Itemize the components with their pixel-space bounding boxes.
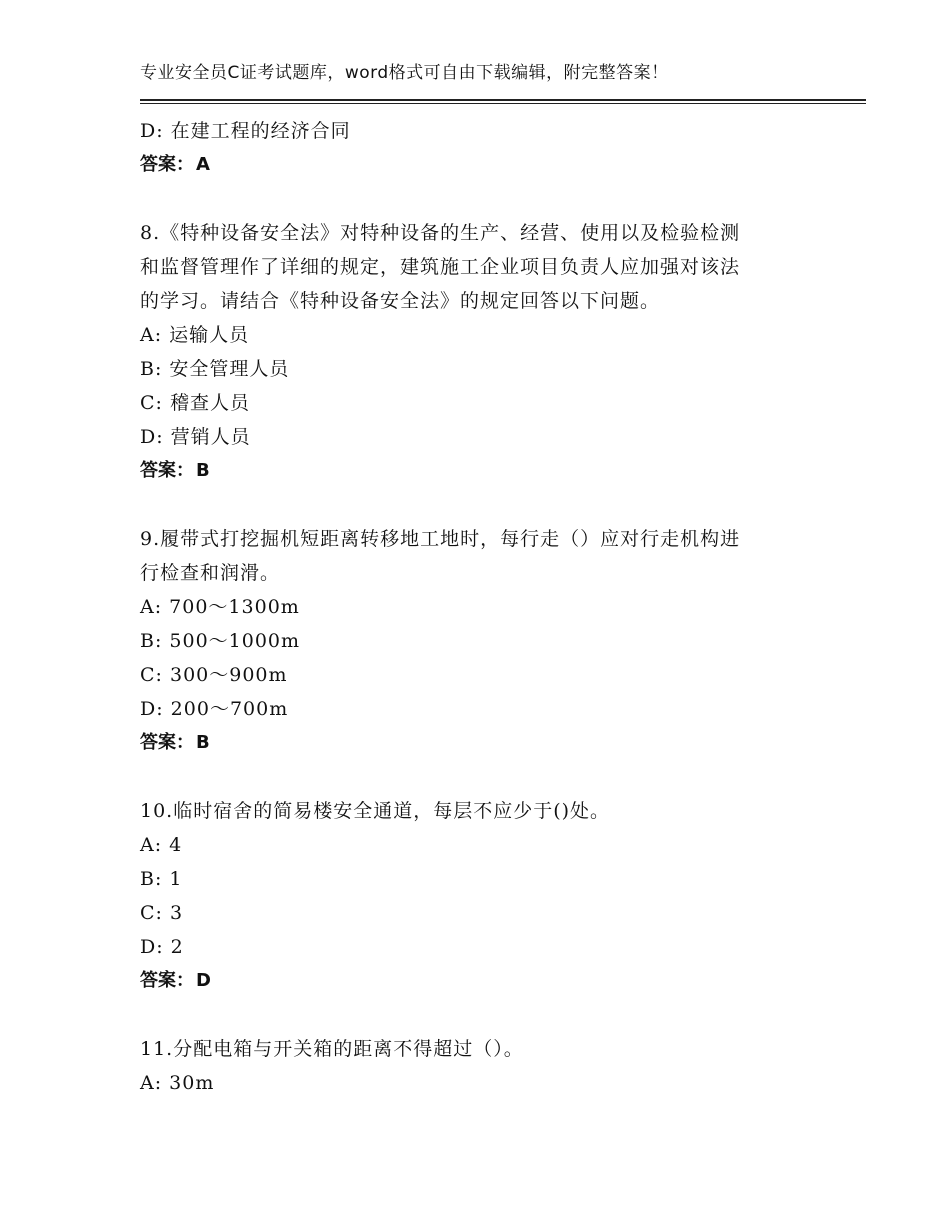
option-b: B: 安全管理人员 xyxy=(140,358,290,380)
answer-value: B xyxy=(196,460,210,481)
answer-label: 答案： xyxy=(140,732,194,753)
question-stem: 9.履带式打挖掘机短距离转移地工地时，每行走（）应对行走机构进 行检查和润滑。 xyxy=(140,528,741,584)
option-a: A: 700～1300m xyxy=(140,596,300,618)
option-c: C: 稽查人员 xyxy=(140,392,250,414)
spacer xyxy=(140,760,820,794)
option-d: D: 200～700m xyxy=(140,698,289,720)
answer-line xyxy=(140,148,820,182)
question-stem: 11.分配电箱与开关箱的距离不得超过（）。 xyxy=(140,1038,524,1060)
option-d: D: 2 xyxy=(140,936,184,958)
page-header: 专业安全员C证考试题库，word格式可自由下载编辑，附完整答案！ xyxy=(140,63,669,83)
question-stem: 8.《特种设备安全法》对特种设备的生产、经营、使用以及检验检测 和监督管理作了详细的规定，建筑施工企业项目负责人应加强对该法 的学习。请结合《特种设备安全法》的规定回答以下问题。 xyxy=(140,222,741,312)
question-content xyxy=(140,114,820,1100)
answer-line xyxy=(140,726,820,760)
spacer xyxy=(140,998,820,1032)
option-a: A: 4 xyxy=(140,834,183,856)
option-a: A: 30m xyxy=(140,1072,215,1094)
option-d: D: 在建工程的经济合同 xyxy=(140,120,351,142)
answer-line xyxy=(140,964,820,998)
option-b: B: 1 xyxy=(140,868,183,890)
option-d: D: 营销人员 xyxy=(140,426,251,448)
answer-label: 答案： xyxy=(140,970,194,991)
option-a: A: 运输人员 xyxy=(140,324,250,346)
spacer xyxy=(140,182,820,216)
header-divider-thick xyxy=(140,99,866,101)
spacer xyxy=(140,488,820,522)
answer-value: B xyxy=(196,732,210,753)
answer-value: A xyxy=(196,154,210,175)
header-divider-thin xyxy=(140,103,866,104)
option-c: C: 300～900m xyxy=(140,664,288,686)
answer-value: D xyxy=(196,970,211,991)
option-c: C: 3 xyxy=(140,902,184,924)
option-b: B: 500～1000m xyxy=(140,630,301,652)
question-stem: 10.临时宿舍的简易楼安全通道，每层不应少于()处。 xyxy=(140,800,611,822)
answer-label: 答案： xyxy=(140,460,194,481)
answer-label: 答案： xyxy=(140,154,194,175)
answer-line xyxy=(140,454,820,488)
